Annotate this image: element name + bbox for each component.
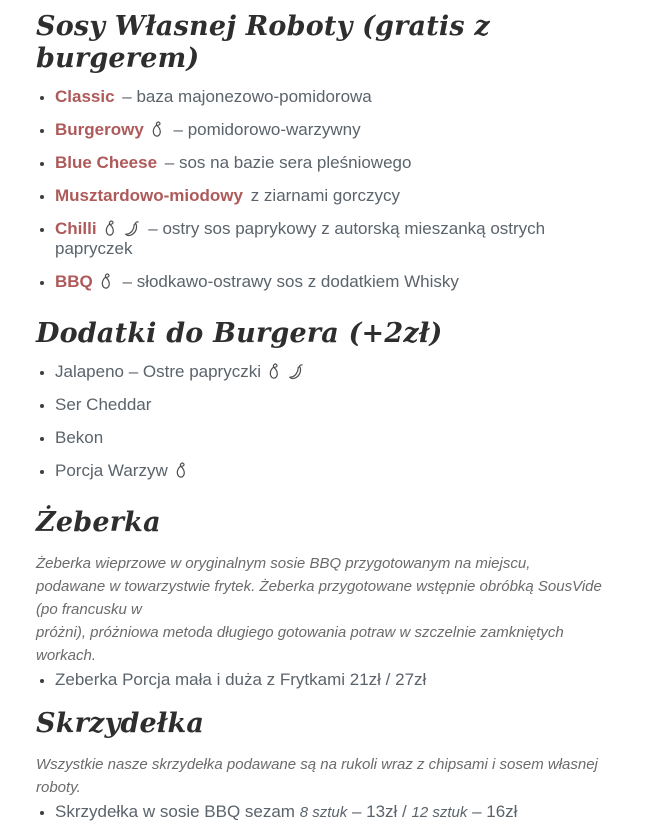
section-title-skrzydelka: Skrzydełka [36, 708, 205, 739]
list-item [55, 362, 619, 382]
list-item [55, 153, 619, 173]
wings-portion-large: 12 sztuk [411, 804, 468, 821]
list-item [55, 428, 619, 448]
addon-label: Jalapeno – Ostre papryczki [55, 362, 261, 381]
sauce-desc: – sos na bazie sera pleśniowego [164, 153, 412, 172]
zeberka-list [36, 670, 619, 690]
wings-price-small: – 13zł / [347, 802, 412, 821]
skrzydelka-list [36, 802, 619, 823]
wings-portion-small: 8 sztuk [299, 804, 348, 821]
section-sosy [36, 11, 619, 292]
zeberka-description [36, 552, 619, 667]
description-line: Wszystkie nasze skrzydełka podawane są na rukoli wraz z chipsami i sosem własnej roboty. [36, 756, 598, 796]
section-zeberka [36, 507, 619, 690]
section-skrzydelka [36, 708, 619, 823]
wings-price-large: – 16zł [467, 802, 518, 821]
addons-list [36, 362, 619, 481]
pepper-icon [148, 120, 165, 139]
sauce-name: Blue Cheese [55, 153, 158, 172]
section-title-zeberka: Żeberka [36, 507, 161, 538]
addon-label: Ser Cheddar [55, 395, 152, 414]
list-item [55, 670, 619, 690]
addon-label: Bekon [55, 428, 104, 447]
list-item [55, 461, 619, 481]
section-dodatki [36, 318, 619, 481]
chili-icon [287, 362, 304, 381]
pepper-icon [172, 461, 189, 480]
list-item [55, 87, 619, 107]
wings-item-text: Skrzydełka w sosie BBQ sezam [55, 802, 300, 821]
sauce-name: Musztardowo-miodowy [55, 186, 243, 205]
sauce-desc: – baza majonezowo-pomidorowa [122, 87, 372, 106]
section-title-dodatki: Dodatki do Burgera (+2zł) [36, 318, 443, 349]
sauce-desc: – pomidorowo-warzywny [173, 120, 361, 139]
description-line: próżni), próżniowa metoda długiego gotowania potraw w szczelnie zamkniętych workach. [36, 624, 564, 664]
section-title-sosy: Sosy Własnej Roboty (gratis z burgerem) [36, 11, 490, 74]
list-item [55, 802, 619, 823]
list-item [55, 272, 619, 292]
sauce-name: Burgerowy [55, 120, 144, 139]
pepper-icon [265, 362, 282, 381]
sauce-desc: z ziarnami gorczycy [250, 186, 400, 205]
zeberka-item-label: Zeberka Porcja mała i duża z Frytkami 21zł / 27zł [55, 670, 427, 689]
pepper-icon [97, 272, 114, 291]
description-line: Żeberka wieprzowe w oryginalnym sosie BBQ przygotowanym na miejscu, [36, 555, 531, 572]
addon-label: Porcja Warzyw [55, 461, 168, 480]
list-item [55, 395, 619, 415]
description-line: podawane w towarzystwie frytek. Żeberka przygotowane wstępnie obróbką SousVide (po francusku w [36, 578, 602, 618]
list-item [55, 219, 619, 259]
pepper-icon [101, 219, 118, 238]
list-item [55, 120, 619, 140]
chili-icon [123, 219, 140, 238]
sauce-name: Chilli [55, 219, 97, 238]
sauce-name: Classic [55, 87, 115, 106]
sauce-desc: – ostry sos paprykowy z autorską mieszanką ostrych papryczek [55, 219, 546, 258]
skrzydelka-description [36, 753, 619, 799]
sauce-name: BBQ [55, 272, 93, 291]
sauce-list [36, 87, 619, 292]
list-item [55, 186, 619, 206]
sauce-desc: – słodkawo-ostrawy sos z dodatkiem Whisky [122, 272, 459, 291]
